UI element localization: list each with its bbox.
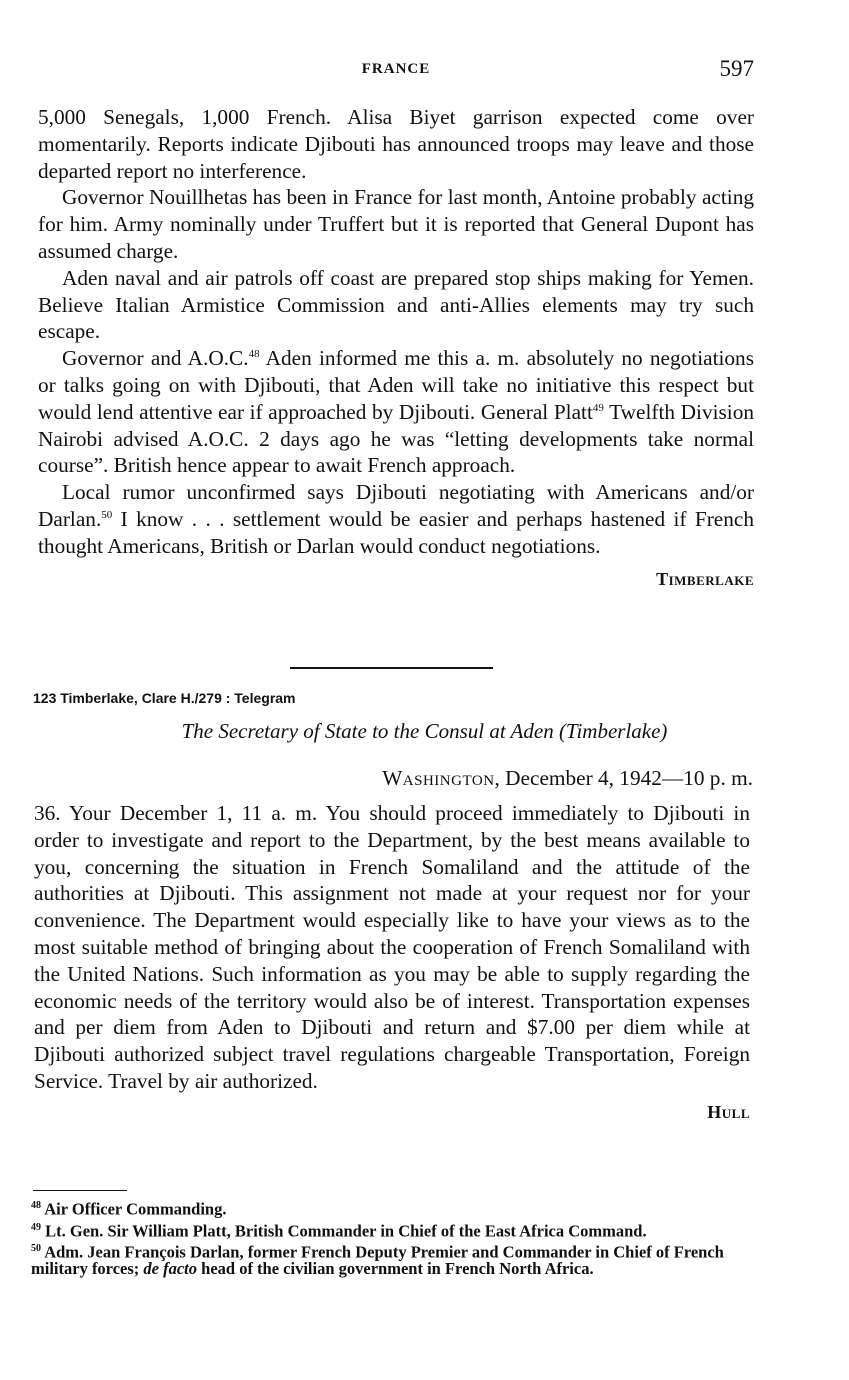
text-run: Local rumor unconfirmed says Djibouti negotiating with Americans and/or Darlan.: [38, 480, 754, 531]
footnote-text: head of the civilian government in French North Africa.: [197, 1258, 594, 1278]
dateline-place: Washington: [382, 766, 495, 790]
footnote: [31, 1220, 747, 1240]
paragraph: 36. Your December 1, 11 a. m. You should proceed immediately to Djibouti in order to investigate and report to the Department, by the best means available to you, concerning the situation in French Somaliland and the attitude of the authorities at Djibouti. This assignment not made at your request nor for your convenience. The Department would especially like to have your views as to the most suitable method of bringing about the cooperation of French Somaliland with the United Nations. Such information as you may be able to supply regarding the economic needs of the territory would also be of interest. Transportation expenses and per diem from Aden to Djibouti and return and $7.00 per diem while at Djibouti authorized subject travel regulations chargeable Transportation, Foreign Service. Travel by air authorized.: [34, 801, 750, 1093]
footnote-number: 49: [31, 1221, 41, 1233]
dateline-date: , December 4, 1942—10 p. m.: [494, 766, 753, 790]
signature: Timberlake: [656, 568, 754, 589]
footnote-text: Adm. Jean François Darlan, former French Deputy Premier and Commander in Chief of French military forces;: [31, 1242, 724, 1278]
paragraph: Governor Nouillhetas has been in France for last month, Antoine probably acting for him. Army nominally under Truffert but it is reported that General Dupont has assumed charge.: [38, 185, 754, 263]
dateline: [382, 766, 753, 791]
footnote-ref: 48: [248, 348, 260, 361]
footnote-text: Lt. Gen. Sir William Platt, British Commander in Chief of the East Africa Command.: [45, 1221, 647, 1240]
telegram-body: [34, 800, 750, 1126]
paragraph: 5,000 Senegals, 1,000 French. Alisa Biyet garrison expected come over momentarily. Reports indicate Djibouti has announced troops may leave and those departed report no interference.: [38, 105, 754, 183]
footnotes: [31, 1198, 747, 1279]
text-run: I know . . . settlement would be easier and perhaps hastened if French thought Americans, British or Darlan would conduct negotiations.: [38, 506, 754, 558]
telegram-continuation: [38, 104, 754, 592]
text-run: Twelfth Division Nairobi advised A.O.C. 2 days ago he was “letting developments take normal course”. British hence appear to await French approach.: [38, 399, 755, 478]
running-title: FRANCE: [361, 61, 431, 77]
document-title: The Secretary of State to the Consul at Aden (Timberlake): [181, 719, 668, 743]
footnote-emphasis: de facto: [143, 1258, 198, 1278]
footnote-number: 48: [31, 1200, 41, 1211]
text-run: Governor and A.O.C.: [62, 346, 249, 371]
paragraph: Aden naval and air patrols off coast are prepared stop ships making for Yemen. Believe Italian Armistice Commission and anti-Allies elements may try such escape.: [38, 265, 754, 344]
footnote: [31, 1241, 747, 1277]
section-divider: [290, 667, 493, 669]
file-reference: 123 Timberlake, Clare H./279 : Telegram: [33, 690, 296, 706]
page-number: 597: [719, 56, 754, 81]
footnote-text: Air Officer Commanding.: [44, 1199, 227, 1219]
footnote-number: 50: [31, 1243, 41, 1254]
text-run: Aden informed me this a. m. absolutely no negotiations or talks going on with Djibouti, that Aden will take no initiative this respect but would lend attentive ear if approached by Djibouti. General Platt: [38, 346, 754, 424]
footnote: [31, 1198, 747, 1218]
page-header: [38, 58, 754, 88]
footnote-rule: [33, 1190, 127, 1191]
footnote-ref: 50: [101, 508, 113, 521]
paragraph: [38, 479, 754, 559]
paragraph: [38, 345, 754, 479]
signature: Hull: [707, 1101, 750, 1122]
footnote-ref: 49: [592, 401, 604, 414]
